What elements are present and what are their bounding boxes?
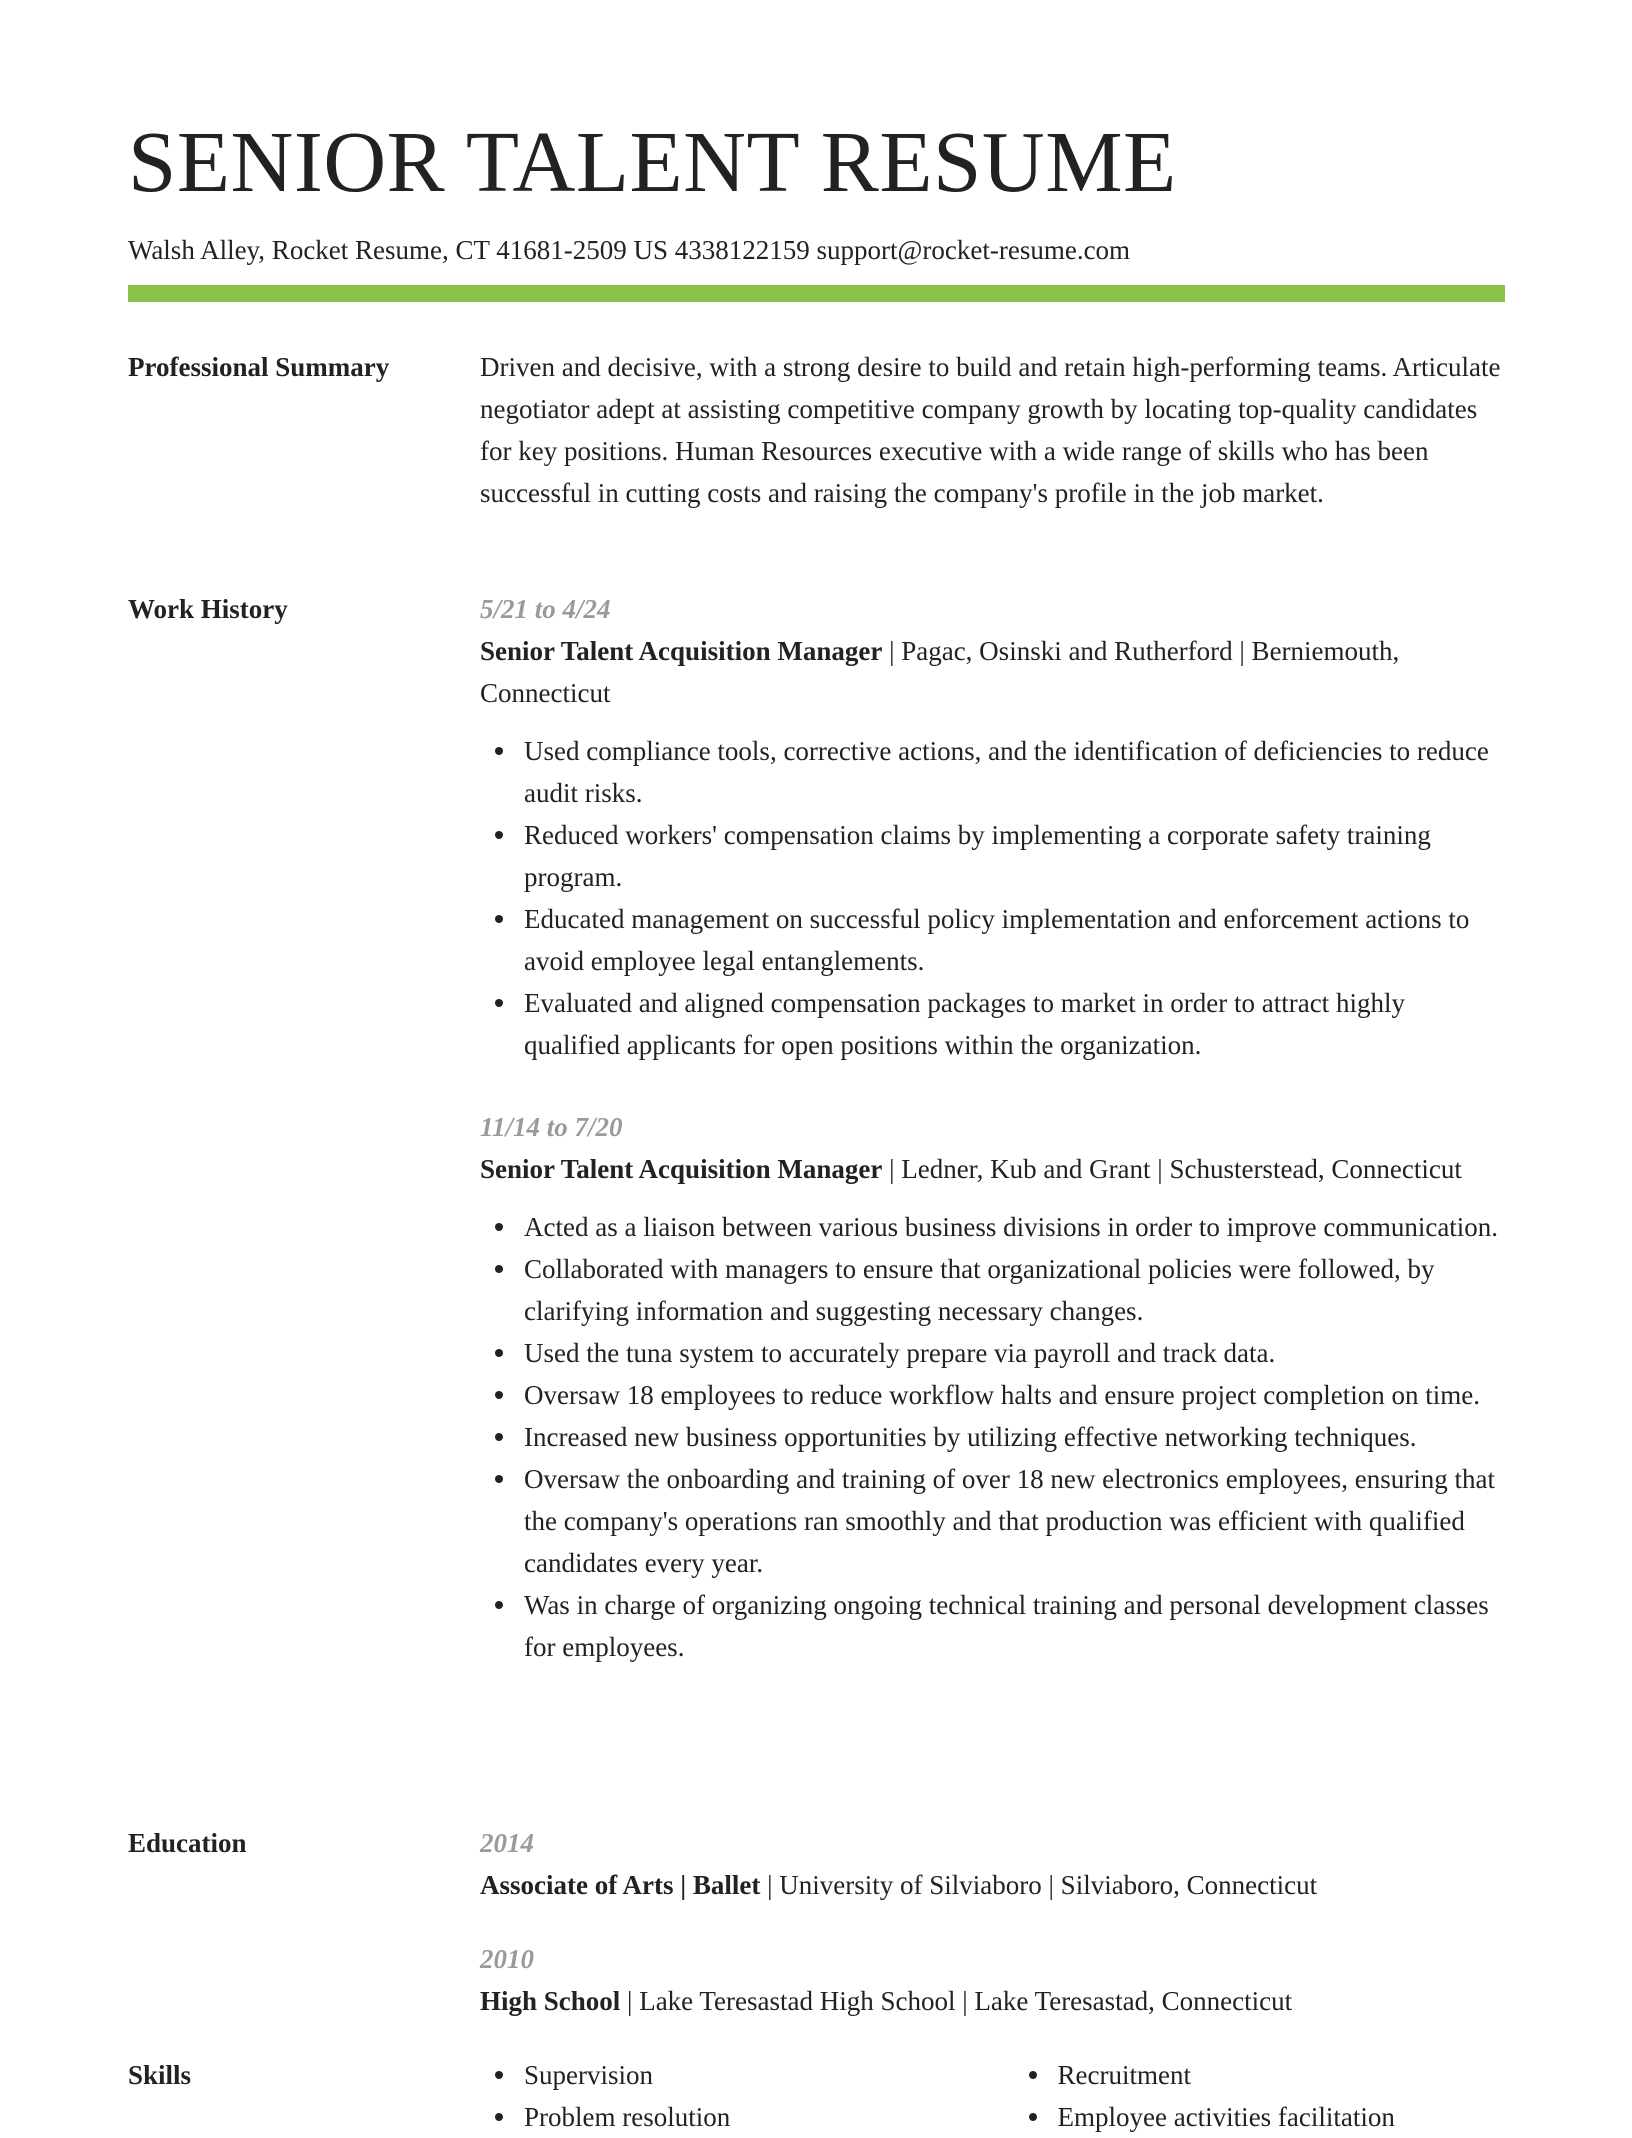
resume-title: SENIOR TALENT RESUME — [128, 113, 1177, 210]
job-dates: 11/14 to 7/20 — [480, 1112, 623, 1142]
job-title: Senior Talent Acquisition Manager — [480, 636, 883, 666]
skill-item: Recruitment — [1058, 2054, 1505, 2096]
job-bullet: Increased new business opportunities by utilizing effective networking techniques. — [524, 1416, 1504, 1458]
job-bullet: Educated management on successful policy implementation and enforcement actions to avoid employee legal entanglements. — [524, 898, 1504, 982]
job-bullet: Reduced workers' compensation claims by implementing a corporate safety training program. — [524, 814, 1504, 898]
skills-columns — [480, 2054, 1504, 2138]
education-heading — [480, 1980, 1504, 2022]
work-history-body — [480, 588, 1504, 1668]
education-year: 2014 — [480, 1828, 534, 1858]
job-entry — [480, 1106, 1504, 1668]
skill-item: Problem resolution — [524, 2096, 971, 2138]
accent-rule — [128, 285, 1505, 302]
education-year: 2010 — [480, 1944, 534, 1974]
education-details: | Lake Teresastad High School | Lake Teresastad, Connecticut — [620, 1986, 1293, 2016]
summary-body — [480, 346, 1504, 514]
job-bullet: Collaborated with managers to ensure that organizational policies were followed, by clarifying information and suggesting necessary changes. — [524, 1248, 1504, 1332]
summary-text: Driven and decisive, with a strong desire to build and retain high-performing teams. Articulate negotiator adept at assisting competitive company growth by locating top-quality candidates for key positions. Human Resources executive with a wide range of skills who has been successful in cutting costs and raising the company's profile in the job market. — [480, 352, 1501, 508]
job-bullet: Oversaw the onboarding and training of over 18 new electronics employees, ensuring that the company's operations ran smoothly and that production was efficient with qualified candidates every year. — [524, 1458, 1504, 1584]
contact-line: Walsh Alley, Rocket Resume, CT 41681-2509 US 4338122159 support@rocket-resume.com — [128, 235, 1131, 265]
job-bullets — [480, 1206, 1504, 1668]
job-bullet: Used compliance tools, corrective actions, and the identification of deficiencies to reduce audit risks. — [524, 730, 1504, 814]
education-degree: High School — [480, 1986, 621, 2016]
education-body — [480, 1822, 1504, 2022]
skills-label: Skills — [128, 2060, 192, 2090]
education-entry — [480, 1938, 1504, 2022]
job-bullet: Oversaw 18 employees to reduce workflow halts and ensure project completion on time. — [524, 1374, 1504, 1416]
job-dates: 5/21 to 4/24 — [480, 594, 611, 624]
job-details: | Ledner, Kub and Grant | Schusterstead, Connecticut — [882, 1154, 1462, 1184]
education-entry — [480, 1822, 1504, 1906]
work-history-label: Work History — [128, 594, 288, 624]
skill-item: Employee activities facilitation — [1058, 2096, 1505, 2138]
job-heading — [480, 1148, 1504, 1190]
job-bullet: Acted as a liaison between various business divisions in order to improve communication. — [524, 1206, 1504, 1248]
job-title: Senior Talent Acquisition Manager — [480, 1154, 883, 1184]
education-heading — [480, 1864, 1504, 1906]
job-bullet: Evaluated and aligned compensation packages to market in order to attract highly qualified applicants for open positions within the organization. — [524, 982, 1504, 1066]
skills-body — [480, 2054, 1504, 2138]
job-entry — [480, 588, 1504, 1066]
education-details: | University of Silviaboro | Silviaboro, Connecticut — [760, 1870, 1318, 1900]
job-heading — [480, 630, 1504, 714]
education-label: Education — [128, 1828, 247, 1858]
job-bullets — [480, 730, 1504, 1066]
job-bullet: Used the tuna system to accurately prepare via payroll and track data. — [524, 1332, 1504, 1374]
skills-list-left — [480, 2054, 971, 2138]
job-bullet: Was in charge of organizing ongoing technical training and personal development classes for employees. — [524, 1584, 1504, 1668]
education-degree: Associate of Arts | Ballet — [480, 1870, 761, 1900]
skills-list-right — [1014, 2054, 1505, 2138]
summary-label: Professional Summary — [128, 352, 390, 382]
job-details: | Pagac, Osinski and Rutherford | Berniemouth, Connecticut — [480, 636, 1400, 708]
skill-item: Supervision — [524, 2054, 971, 2096]
